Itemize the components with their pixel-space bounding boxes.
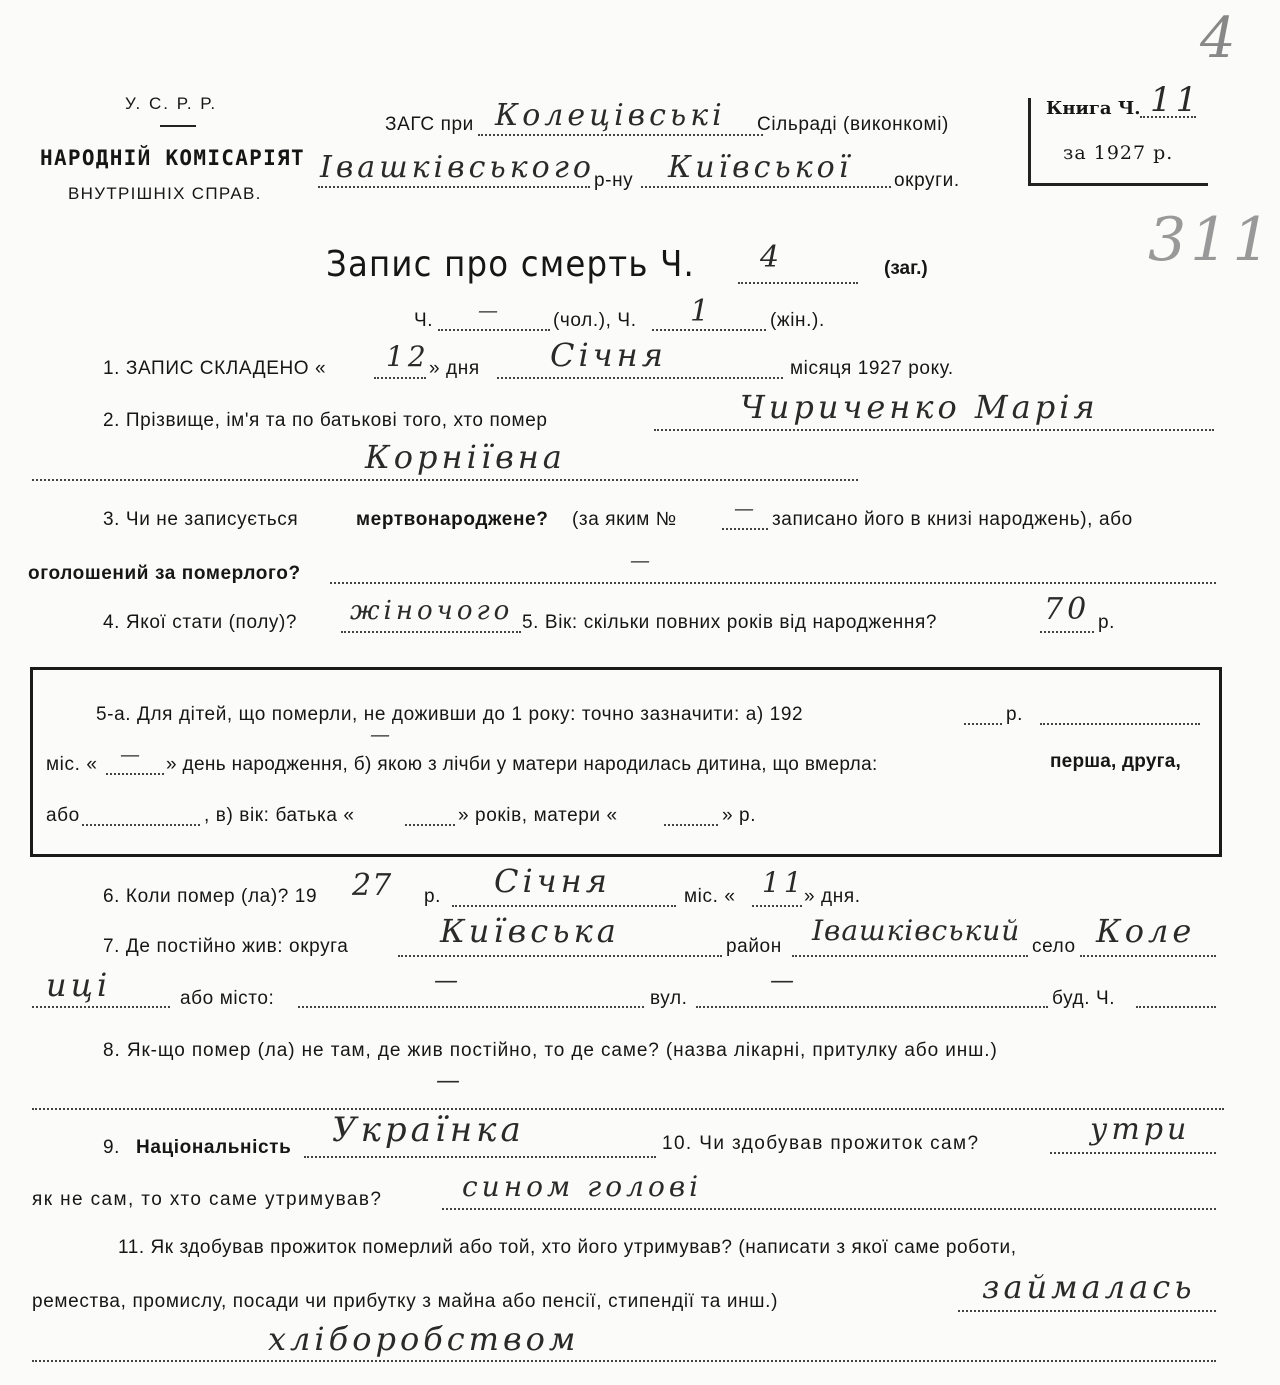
title-suffix: (заг.) (884, 258, 928, 279)
field-2-name: Чириченко Марія (740, 388, 1099, 426)
field-6-mis: міс. « (684, 886, 736, 907)
record-number: 4 (760, 240, 784, 275)
box-5a-line2-bold: перша, друга, (1050, 751, 1181, 772)
field-7-raion: Івашківський (812, 914, 1021, 947)
title-number-line (738, 282, 858, 284)
box-5a-line3-d: » р. (722, 805, 757, 826)
field-4-line (341, 631, 521, 633)
field-7-okruha-line (398, 955, 722, 957)
field-7-label: 7. Де постійно жив: округа (103, 936, 349, 957)
zags-handwritten: Колецівські (495, 98, 726, 133)
field-7-dash2: — (770, 966, 798, 994)
box-5a-mother-line (664, 824, 718, 826)
field-11-label2: ремества, промислу, посади чи прибутку з майна або пенсії, стипендії та инш.) (32, 1291, 779, 1312)
field-7-selo: Коле (1096, 912, 1196, 950)
field-2-line (654, 429, 1214, 431)
field-1-label: 1. ЗАПИС СКЛАДЕНО « (103, 358, 327, 379)
field-6-label: 6. Коли помер (ла)? 19 (103, 886, 318, 907)
box-5a-line1-fill (1040, 723, 1200, 725)
field-5-line (1040, 631, 1094, 633)
field-8-value: — (436, 1066, 464, 1094)
field-5-suffix: р. (1098, 612, 1116, 633)
field-1-month: Січня (550, 336, 667, 374)
field-7-dash: — (434, 966, 462, 994)
box-5a-year-line (964, 723, 1002, 725)
field-3-label-c: записано його в книзі народжень), або (772, 509, 1133, 530)
book-bracket-bottom (1028, 183, 1208, 186)
box-5a-day-line (106, 773, 164, 775)
field-6-year: 27 (352, 868, 393, 903)
field-9-label: 9. (103, 1137, 121, 1158)
field-1-day-line (374, 377, 426, 379)
male-line (438, 329, 550, 331)
internal-affairs-label: ВНУТРІШНІХ СПРАВ. (68, 184, 262, 203)
field-7-okruha: Київська (440, 912, 620, 950)
field-11-line (958, 1310, 1216, 1312)
box-5a-line1: 5-а. Для дітей, що померли, не доживши до 1 року: точно зазначити: а) 192 (96, 704, 804, 725)
raion-handwritten: Івашківського (320, 150, 595, 185)
book-year: за 1927 р. (1063, 142, 1174, 164)
field-5-label: 5. Вік: скільки повних років від народження? (522, 612, 938, 633)
field-6-dnia: » дня. (804, 886, 861, 907)
divider (160, 125, 196, 127)
field-3-declared: оголошений за померлого? (28, 563, 301, 584)
field-6-month-line (452, 905, 676, 907)
male-prefix: Ч. (414, 310, 434, 331)
field-11-label: 11. Як здобував прожиток померлий або той, хто його утримував? (написати з якої саме роботи, (118, 1237, 1017, 1258)
field-8-line (32, 1108, 1224, 1110)
male-value: — (478, 298, 502, 322)
field-2-label: 2. Прізвище, ім'я та по батькові того, хто помер (103, 410, 548, 431)
female-label: (жін.). (770, 310, 825, 331)
field-3-stillborn: мертвонароджене? (356, 509, 549, 530)
field-11-value2: хліборобством (268, 1320, 580, 1358)
field-1-day: 12 (386, 340, 430, 373)
field-9-nationality-label: Національність (136, 1137, 292, 1158)
field-10-value: утри (1090, 1112, 1191, 1147)
box-5a-line3-b: , в) вік: батька « (204, 805, 355, 826)
okruha-handwritten: Київської (668, 150, 853, 185)
silrada-label: Сільраді (виконкомі) (757, 114, 949, 135)
field-11-value: займалась (982, 1268, 1196, 1306)
box-5a-line3-c: » років, матери « (458, 805, 618, 826)
commissariat-title: НАРОДНІЙ КОМІСАРІЯТ (40, 146, 305, 170)
book-label: Книга Ч. (1046, 98, 1141, 119)
field-10-label: 10. Чи здобував прожиток сам? (662, 1133, 980, 1154)
field-3-value: — (630, 548, 654, 572)
field-4-label: 4. Якої стати (полу)? (103, 612, 298, 633)
field-7-raion-label: район (726, 936, 782, 957)
book-bracket (1028, 98, 1031, 186)
field-9-value: Українка (332, 1110, 525, 1150)
field-1-suffix: місяця 1927 року. (790, 358, 954, 379)
box-5a-dash-2: — (120, 742, 144, 766)
box-5a-line2-b: » день народження, б) якою з лічби у матери народилась дитина, що вмерла: (166, 754, 878, 775)
field-3-label-a: 3. Чи не записується (103, 509, 299, 530)
page-title: Запис про смерть Ч. (326, 244, 696, 285)
male-label: (чол.), Ч. (553, 310, 637, 331)
field-7-selo-line2 (32, 1006, 170, 1008)
field-3-label-b: (за яким № (572, 509, 677, 530)
field-3-num: — (734, 496, 758, 520)
zags-line (478, 134, 763, 136)
box-5a-father-line (405, 824, 455, 826)
field-5-value: 70 (1044, 592, 1091, 627)
box-5a-line1-suffix: р. (1006, 704, 1024, 725)
field-3-line (330, 582, 1216, 584)
zags-label: ЗАГС при (385, 114, 474, 135)
box-5a-line3-a: або (46, 805, 80, 826)
corner-mark: 4 (1200, 6, 1240, 71)
box-5a-order-line (82, 824, 200, 826)
raion-line (318, 186, 590, 188)
field-10b-label: як не сам, то хто саме утримував? (32, 1189, 383, 1210)
field-7-bud-label: буд. Ч. (1052, 988, 1116, 1009)
box-5a-dash-1: — (370, 722, 394, 746)
female-value: 1 (690, 294, 714, 329)
field-4-value: жіночого (350, 596, 514, 626)
raion-label: р-ну (594, 170, 634, 191)
field-1-month-line (497, 377, 783, 379)
field-11-line2 (32, 1360, 1216, 1362)
box-5a-line2-a: міс. « (46, 754, 98, 775)
field-7-bud-line (1136, 1006, 1216, 1008)
field-7-misto-line (298, 1006, 644, 1008)
field-1-mid: » дня (429, 358, 480, 379)
field-7-selo-label: село (1032, 936, 1076, 957)
field-10-line (1050, 1152, 1216, 1154)
field-6-day-line (752, 905, 802, 907)
okruha-label: округи. (894, 170, 960, 191)
ussr-label: У. С. Р. Р. (125, 94, 218, 113)
field-7-vul-line (696, 1006, 1048, 1008)
field-2-line2 (32, 479, 858, 481)
field-3-num-line (722, 528, 768, 530)
field-9-line (304, 1156, 656, 1158)
field-6-day: 11 (762, 866, 806, 899)
field-7-vul-label: вул. (650, 988, 688, 1009)
book-number: 11 (1150, 80, 1202, 120)
field-6-month: Січня (494, 862, 611, 900)
field-7-selo-line (1080, 955, 1216, 957)
field-10b-value: сином голові (462, 1170, 703, 1203)
margin-mark: 311 (1148, 205, 1275, 275)
field-7-selo2: иці (46, 966, 112, 1004)
field-8-label: 8. Як-що помер (ла) не там, де жив постійно, то де саме? (назва лікарні, притулку або инш.) (103, 1040, 998, 1061)
field-7-raion-line (792, 955, 1028, 957)
okruha-line (641, 186, 891, 188)
field-7-misto-label: або місто: (180, 988, 275, 1009)
field-6-r: р. (424, 886, 442, 907)
field-10b-line (442, 1208, 1216, 1210)
female-line (652, 329, 766, 331)
field-2-patronymic: Корніївна (365, 438, 566, 476)
